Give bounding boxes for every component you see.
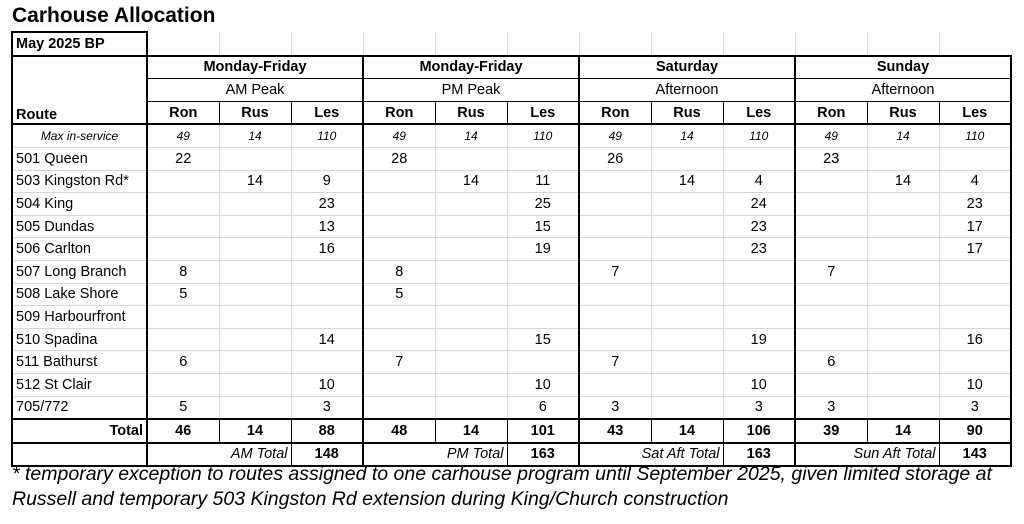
allocation-value bbox=[435, 373, 507, 396]
allocation-value bbox=[147, 328, 219, 351]
group-total-label: Sat Aft Total bbox=[579, 443, 723, 467]
allocation-value bbox=[723, 351, 795, 374]
allocation-value bbox=[291, 260, 363, 283]
allocation-value: 3 bbox=[939, 396, 1011, 419]
max-in-service-value: 49 bbox=[147, 124, 219, 147]
group-period: Afternoon bbox=[579, 79, 795, 102]
column-header-row bbox=[12, 101, 1011, 124]
allocation-value bbox=[723, 260, 795, 283]
allocation-value bbox=[435, 147, 507, 170]
allocation-value bbox=[867, 238, 939, 261]
route-name: 510 Spadina bbox=[12, 328, 147, 351]
allocation-value: 5 bbox=[363, 283, 435, 306]
allocation-value: 7 bbox=[795, 260, 867, 283]
allocation-value: 15 bbox=[507, 328, 579, 351]
column-header: Rus bbox=[867, 101, 939, 124]
group-total-value: 148 bbox=[291, 443, 363, 467]
allocation-value bbox=[651, 328, 723, 351]
route-row bbox=[12, 193, 1011, 216]
allocation-value bbox=[651, 351, 723, 374]
allocation-value: 14 bbox=[651, 170, 723, 193]
allocation-value bbox=[435, 260, 507, 283]
allocation-value: 14 bbox=[435, 170, 507, 193]
group-period: Afternoon bbox=[795, 79, 1011, 102]
total-row bbox=[12, 419, 1011, 443]
group-name: Monday-Friday bbox=[147, 56, 363, 79]
allocation-value bbox=[363, 328, 435, 351]
allocation-value bbox=[147, 215, 219, 238]
allocation-value bbox=[795, 328, 867, 351]
total-value: 14 bbox=[219, 419, 291, 443]
group-header-row bbox=[12, 56, 1011, 79]
allocation-value bbox=[147, 238, 219, 261]
allocation-value bbox=[795, 283, 867, 306]
allocation-value bbox=[795, 373, 867, 396]
group-total-label: AM Total bbox=[147, 443, 291, 467]
total-value: 14 bbox=[867, 419, 939, 443]
route-row bbox=[12, 373, 1011, 396]
allocation-value bbox=[507, 147, 579, 170]
allocation-value bbox=[579, 306, 651, 329]
allocation-value bbox=[363, 396, 435, 419]
route-name: 511 Bathurst bbox=[12, 351, 147, 374]
subtitle-row bbox=[12, 32, 1011, 56]
allocation-value bbox=[651, 260, 723, 283]
allocation-value bbox=[291, 283, 363, 306]
route-name: 501 Queen bbox=[12, 147, 147, 170]
allocation-value bbox=[579, 238, 651, 261]
allocation-value bbox=[363, 306, 435, 329]
route-row bbox=[12, 351, 1011, 374]
allocation-value bbox=[219, 193, 291, 216]
allocation-value bbox=[651, 215, 723, 238]
group-total-value: 163 bbox=[507, 443, 579, 467]
allocation-value bbox=[507, 306, 579, 329]
route-row bbox=[12, 283, 1011, 306]
allocation-value bbox=[219, 306, 291, 329]
allocation-value: 11 bbox=[507, 170, 579, 193]
allocation-value bbox=[363, 373, 435, 396]
allocation-value bbox=[939, 147, 1011, 170]
allocation-value bbox=[867, 147, 939, 170]
max-in-service-value: 49 bbox=[363, 124, 435, 147]
allocation-value: 23 bbox=[291, 193, 363, 216]
allocation-value: 5 bbox=[147, 396, 219, 419]
column-header: Ron bbox=[795, 101, 867, 124]
group-name: Monday-Friday bbox=[363, 56, 579, 79]
allocation-value bbox=[219, 351, 291, 374]
allocation-value: 9 bbox=[291, 170, 363, 193]
allocation-value bbox=[507, 351, 579, 374]
group-total-label: PM Total bbox=[363, 443, 507, 467]
allocation-value bbox=[435, 306, 507, 329]
route-name: 506 Carlton bbox=[12, 238, 147, 261]
allocation-value bbox=[363, 193, 435, 216]
max-in-service-value: 14 bbox=[219, 124, 291, 147]
max-in-service-value: 49 bbox=[579, 124, 651, 147]
allocation-value bbox=[939, 283, 1011, 306]
allocation-value bbox=[147, 193, 219, 216]
allocation-value: 19 bbox=[507, 238, 579, 261]
allocation-value bbox=[291, 351, 363, 374]
route-name: 505 Dundas bbox=[12, 215, 147, 238]
allocation-value: 17 bbox=[939, 215, 1011, 238]
total-value: 88 bbox=[291, 419, 363, 443]
allocation-value: 17 bbox=[939, 238, 1011, 261]
column-header: Ron bbox=[147, 101, 219, 124]
allocation-value bbox=[147, 306, 219, 329]
total-value: 14 bbox=[651, 419, 723, 443]
route-header: Route bbox=[12, 56, 147, 125]
allocation-value: 23 bbox=[723, 238, 795, 261]
max-in-service-value: 14 bbox=[867, 124, 939, 147]
allocation-value bbox=[219, 238, 291, 261]
column-header: Rus bbox=[435, 101, 507, 124]
allocation-value bbox=[219, 328, 291, 351]
allocation-value: 3 bbox=[723, 396, 795, 419]
allocation-value: 6 bbox=[507, 396, 579, 419]
allocation-value: 8 bbox=[147, 260, 219, 283]
allocation-value bbox=[147, 373, 219, 396]
route-name: 705/772 bbox=[12, 396, 147, 419]
column-header: Ron bbox=[579, 101, 651, 124]
allocation-value bbox=[723, 147, 795, 170]
allocation-value bbox=[435, 283, 507, 306]
max-in-service-row bbox=[12, 124, 1011, 147]
total-value: 101 bbox=[507, 419, 579, 443]
allocation-value bbox=[939, 351, 1011, 374]
group-name: Saturday bbox=[579, 56, 795, 79]
allocation-value bbox=[867, 193, 939, 216]
max-in-service-value: 110 bbox=[291, 124, 363, 147]
route-name: 512 St Clair bbox=[12, 373, 147, 396]
route-row bbox=[12, 170, 1011, 193]
allocation-value bbox=[795, 193, 867, 216]
allocation-value bbox=[795, 170, 867, 193]
allocation-value: 14 bbox=[291, 328, 363, 351]
allocation-value: 23 bbox=[939, 193, 1011, 216]
allocation-value bbox=[219, 147, 291, 170]
allocation-value: 24 bbox=[723, 193, 795, 216]
allocation-value bbox=[795, 238, 867, 261]
allocation-value: 23 bbox=[723, 215, 795, 238]
allocation-value: 14 bbox=[867, 170, 939, 193]
max-in-service-value: 14 bbox=[435, 124, 507, 147]
allocation-value: 5 bbox=[147, 283, 219, 306]
allocation-value bbox=[651, 238, 723, 261]
allocation-value bbox=[651, 283, 723, 306]
allocation-value bbox=[867, 373, 939, 396]
allocation-value bbox=[579, 283, 651, 306]
max-in-service-value: 110 bbox=[723, 124, 795, 147]
max-in-service-value: 49 bbox=[795, 124, 867, 147]
allocation-value bbox=[795, 215, 867, 238]
allocation-value: 8 bbox=[363, 260, 435, 283]
period-header-row bbox=[12, 79, 1011, 102]
total-value: 46 bbox=[147, 419, 219, 443]
max-in-service-label: Max in-service bbox=[12, 124, 147, 147]
column-header: Les bbox=[939, 101, 1011, 124]
allocation-value bbox=[291, 147, 363, 170]
group-name: Sunday bbox=[795, 56, 1011, 79]
allocation-value bbox=[867, 215, 939, 238]
allocation-value bbox=[795, 306, 867, 329]
allocation-value: 3 bbox=[579, 396, 651, 419]
allocation-value: 22 bbox=[147, 147, 219, 170]
group-period: AM Peak bbox=[147, 79, 363, 102]
footnote: * temporary exception to routes assigned to one carhouse program until September 2025, given limited storage at Russell and temporary 503 Kingston Rd extension during King/Church construction bbox=[12, 463, 992, 510]
carhouse-allocation-table bbox=[11, 31, 1012, 467]
column-header: Les bbox=[291, 101, 363, 124]
route-row bbox=[12, 260, 1011, 283]
allocation-value: 10 bbox=[723, 373, 795, 396]
allocation-value bbox=[435, 328, 507, 351]
allocation-value bbox=[435, 351, 507, 374]
route-row bbox=[12, 238, 1011, 261]
allocation-value bbox=[723, 306, 795, 329]
allocation-value bbox=[507, 283, 579, 306]
route-name: 503 Kingston Rd* bbox=[12, 170, 147, 193]
allocation-value: 10 bbox=[291, 373, 363, 396]
allocation-value: 16 bbox=[939, 328, 1011, 351]
allocation-value bbox=[219, 215, 291, 238]
column-header: Rus bbox=[651, 101, 723, 124]
route-name: 507 Long Branch bbox=[12, 260, 147, 283]
route-name: 508 Lake Shore bbox=[12, 283, 147, 306]
allocation-value bbox=[147, 170, 219, 193]
allocation-value: 14 bbox=[219, 170, 291, 193]
column-header: Les bbox=[723, 101, 795, 124]
allocation-value bbox=[867, 396, 939, 419]
route-row bbox=[12, 215, 1011, 238]
total-value: 106 bbox=[723, 419, 795, 443]
total-value: 90 bbox=[939, 419, 1011, 443]
allocation-value bbox=[579, 328, 651, 351]
allocation-value bbox=[867, 260, 939, 283]
total-value: 39 bbox=[795, 419, 867, 443]
allocation-value bbox=[291, 306, 363, 329]
allocation-value bbox=[219, 373, 291, 396]
allocation-value bbox=[435, 193, 507, 216]
allocation-value: 6 bbox=[795, 351, 867, 374]
allocation-value bbox=[363, 238, 435, 261]
allocation-value bbox=[939, 260, 1011, 283]
allocation-value bbox=[651, 147, 723, 170]
total-value: 48 bbox=[363, 419, 435, 443]
allocation-value bbox=[867, 328, 939, 351]
allocation-value bbox=[867, 306, 939, 329]
allocation-value: 6 bbox=[147, 351, 219, 374]
allocation-value bbox=[579, 193, 651, 216]
allocation-value bbox=[867, 283, 939, 306]
allocation-value bbox=[363, 170, 435, 193]
allocation-value: 19 bbox=[723, 328, 795, 351]
allocation-value bbox=[579, 373, 651, 396]
allocation-value: 10 bbox=[507, 373, 579, 396]
allocation-value bbox=[219, 396, 291, 419]
allocation-value bbox=[507, 260, 579, 283]
allocation-value: 15 bbox=[507, 215, 579, 238]
allocation-value: 7 bbox=[363, 351, 435, 374]
allocation-value bbox=[363, 215, 435, 238]
allocation-value bbox=[651, 193, 723, 216]
allocation-value: 7 bbox=[579, 260, 651, 283]
group-total-value: 143 bbox=[939, 443, 1011, 467]
group-period: PM Peak bbox=[363, 79, 579, 102]
allocation-value bbox=[435, 215, 507, 238]
max-in-service-value: 110 bbox=[939, 124, 1011, 147]
page-title: Carhouse Allocation bbox=[12, 4, 216, 27]
allocation-value: 3 bbox=[795, 396, 867, 419]
allocation-value: 28 bbox=[363, 147, 435, 170]
allocation-value: 4 bbox=[939, 170, 1011, 193]
allocation-value bbox=[579, 170, 651, 193]
allocation-value: 16 bbox=[291, 238, 363, 261]
max-in-service-value: 110 bbox=[507, 124, 579, 147]
route-row bbox=[12, 306, 1011, 329]
max-in-service-value: 14 bbox=[651, 124, 723, 147]
allocation-value: 10 bbox=[939, 373, 1011, 396]
route-row bbox=[12, 396, 1011, 419]
allocation-value: 26 bbox=[579, 147, 651, 170]
allocation-value: 25 bbox=[507, 193, 579, 216]
subtitle: May 2025 BP bbox=[12, 32, 147, 56]
column-header: Ron bbox=[363, 101, 435, 124]
allocation-value: 13 bbox=[291, 215, 363, 238]
route-row bbox=[12, 328, 1011, 351]
allocation-value bbox=[219, 260, 291, 283]
allocation-value: 23 bbox=[795, 147, 867, 170]
allocation-value bbox=[219, 283, 291, 306]
route-row bbox=[12, 147, 1011, 170]
allocation-value bbox=[651, 306, 723, 329]
route-name: 504 King bbox=[12, 193, 147, 216]
allocation-value bbox=[579, 215, 651, 238]
total-value: 43 bbox=[579, 419, 651, 443]
group-total-label: Sun Aft Total bbox=[795, 443, 939, 467]
allocation-value: 4 bbox=[723, 170, 795, 193]
column-header: Rus bbox=[219, 101, 291, 124]
column-header: Les bbox=[507, 101, 579, 124]
total-label: Total bbox=[12, 419, 147, 443]
allocation-value bbox=[435, 238, 507, 261]
allocation-value bbox=[939, 306, 1011, 329]
total-value: 14 bbox=[435, 419, 507, 443]
allocation-value bbox=[867, 351, 939, 374]
allocation-value: 7 bbox=[579, 351, 651, 374]
allocation-value bbox=[651, 373, 723, 396]
allocation-value bbox=[723, 283, 795, 306]
allocation-value bbox=[651, 396, 723, 419]
route-name: 509 Harbourfront bbox=[12, 306, 147, 329]
group-total-value: 163 bbox=[723, 443, 795, 467]
allocation-value bbox=[435, 396, 507, 419]
allocation-value: 3 bbox=[291, 396, 363, 419]
